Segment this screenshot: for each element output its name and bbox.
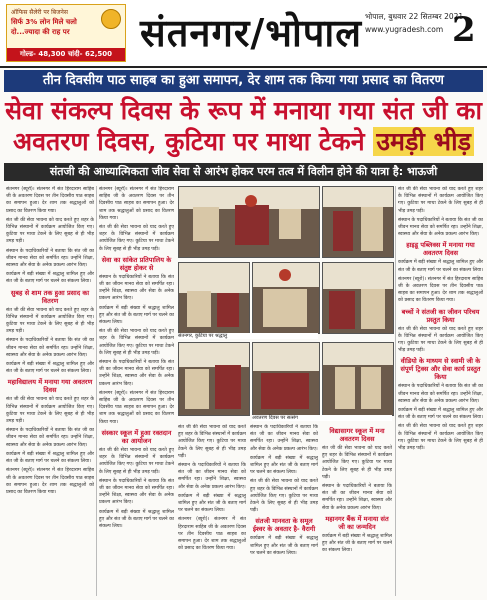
page-number: 2 xyxy=(452,10,476,50)
article-para: संस्थान के पदाधिकारियों ने बताया कि संत जी का जीवन मानव सेवा को समर्पित रहा। उन्होंने शिक्षा, स्वास्थ्य और सेवा के अनेक प्रकल्प आरंभ किए। xyxy=(6,248,94,269)
article-intro: संतनगर (ब्यूरो)। संतनगर में संत हिरदाराम साहिब जी के अवतरण दिवस पर तीन दिवसीय पाठ साहब का समापन हुआ। देर शाम तक श्रद्धालुओं को प्रसाद का वितरण किया गया। xyxy=(6,187,94,214)
masthead xyxy=(0,0,487,68)
article-column-4 xyxy=(250,424,318,596)
article-para: संस्थान के पदाधिकारियों ने बताया कि संत जी का जीवन मानव सेवा को समर्पित रहा। उन्होंने शिक्षा, स्वास्थ्य और सेवा के अनेक प्रकल्प आरंभ किए। xyxy=(6,428,94,448)
event-photo xyxy=(178,342,250,416)
article-para: संत जी की सेवा भावना को याद करते हुए शहर के विभिन्न संस्थानों में कार्यक्रम आयोजित किए गए। कुटिया पर माथा टेकने के लिए सुबह से ही भीड़ उमड़ पड़ी। xyxy=(250,479,318,514)
article-para: संत जी की सेवा भावना को याद करते हुए शहर के विभिन्न संस्थानों में कार्यक्रम आयोजित किए गए। कुटिया पर माथा टेकने के लिए सुबह से ही भीड़ उमड़ पड़ी। xyxy=(398,326,483,354)
photo-caption: संतनगर, कुटिया पर श्रद्धालु xyxy=(178,333,318,339)
article-para: संत जी की सेवा भावना को याद करते हुए शहर के विभिन्न संस्थानों में कार्यक्रम आयोजित किए गए। कुटिया पर माथा टेकने के लिए सुबह से ही भीड़ उमड़ पड़ी। xyxy=(6,307,94,335)
article-para: कार्यक्रम में बड़ी संख्या में श्रद्धालु शामिल हुए और संत जी के बताए मार्ग पर चलने का संकल्प लिया। xyxy=(398,260,483,273)
article-para: संस्थान के पदाधिकारियों ने बताया कि संत जी का जीवन मानव सेवा को समर्पित रहा। उन्होंने शिक्षा, स्वास्थ्य और सेवा के अनेक प्रकल्प आरंभ किए। xyxy=(99,478,174,506)
article-para: संस्थान के पदाधिकारियों ने बताया कि संत जी का जीवन मानव सेवा को समर्पित रहा। उन्होंने शिक्षा, स्वास्थ्य और सेवा के अनेक प्रकल्प आरंभ किए। xyxy=(322,484,392,511)
event-photo xyxy=(252,262,320,334)
article-para: कार्यक्रम में बड़ी संख्या में श्रद्धालु शामिल हुए और संत जी के बताए मार्ग पर चलने का संकल्प लिया। xyxy=(6,272,94,285)
event-photo xyxy=(322,262,394,334)
sub-headline: संतजी की आध्यात्मिकता जीव सेवा से आरंभ होकर परम तत्व में विलीन होने की यात्रा है: भाऊजी xyxy=(4,163,483,181)
article-para: संतनगर (ब्यूरो)। संतनगर में संत हिरदाराम साहिब जी के अवतरण दिवस पर तीन दिवसीय पाठ साहब का समापन हुआ। देर शाम तक श्रद्धालुओं को प्रसाद का वितरण किया गया। xyxy=(6,468,94,495)
article-para: संस्थान के पदाधिकारियों ने बताया कि संत जी का जीवन मानव सेवा को समर्पित रहा। उन्होंने शिक्षा, स्वास्थ्य और सेवा के अनेक प्रकल्प आरंभ किए। xyxy=(178,463,246,490)
advertisement[interactable] xyxy=(6,4,126,62)
article-para: संस्थान के पदाधिकारियों ने बताया कि संत जी का जीवन मानव सेवा को समर्पित रहा। उन्होंने शिक्षा, स्वास्थ्य और सेवा के अनेक प्रकल्प आरंभ किए। xyxy=(99,274,174,302)
article-para: संतनगर (ब्यूरो)। संतनगर में संत हिरदाराम साहिब जी के अवतरण दिवस पर तीन दिवसीय पाठ साहब का समापन हुआ। देर शाम तक श्रद्धालुओं को प्रसाद का वितरण किया गया। xyxy=(398,276,483,304)
section-heading: वीडियो के माध्यम से स्वामी जी के संपूर्ण ट्रिक्स और सेवा कार्य प्रस्तुत किया xyxy=(400,357,481,382)
main-headline-line-1: सेवा संकल्प दिवस के रूप में मनाया गया संत जी का xyxy=(5,96,482,125)
article-para: कार्यक्रम में बड़ी संख्या में श्रद्धालु शामिल हुए और संत जी के बताए मार्ग पर चलने का संकल्प लिया। xyxy=(398,408,483,421)
article-para: कार्यक्रम में बड़ी संख्या में श्रद्धालु शामिल हुए और संत जी के बताए मार्ग पर चलने का संकल्प लिया। xyxy=(99,305,174,326)
event-photo xyxy=(178,262,250,334)
column-divider xyxy=(96,186,97,596)
article-para: संस्थान के पदाधिकारियों ने बताया कि संत जी का जीवन मानव सेवा को समर्पित रहा। उन्होंने शिक्षा, स्वास्थ्य और सेवा के अनेक प्रकल्प आरंभ किए। xyxy=(99,360,174,387)
main-headline-highlight: उमड़ी भीड़ xyxy=(373,127,474,156)
top-headline: तीन दिवसीय पाठ साहब का हुआ समापन, देर शाम तक किया गया प्रसाद का वितरण xyxy=(4,70,483,92)
article-para: कार्यक्रम में बड़ी संख्या में श्रद्धालु शामिल हुए और संत जी के बताए मार्ग पर चलने का संकल्प लिया। xyxy=(322,533,392,554)
article-para: संत जी की सेवा भावना को याद करते हुए शहर के विभिन्न संस्थानों में कार्यक्रम आयोजित किए गए। कुटिया पर माथा टेकने के लिए सुबह से ही भीड़ उमड़ पड़ी। xyxy=(99,329,174,356)
ad-line-1: ऑफिस सैलेरी पर बिजनेस xyxy=(11,9,68,16)
section-heading: संतजी मानवता के समूल ईश्वर के अवतार है- वैरागी xyxy=(252,517,316,534)
article-column-5 xyxy=(322,424,392,596)
column-divider xyxy=(395,186,396,596)
section-heading: संस्कार स्कूल में हुआ रक्तदान का आयोजन xyxy=(101,428,172,445)
article-para: कार्यक्रम में बड़ी संख्या में श्रद्धालु शामिल हुए और संत जी के बताए मार्ग पर चलने का संकल्प लिया। xyxy=(178,493,246,514)
coin-icon xyxy=(101,9,121,29)
ad-line-2: सिर्फ 3% लोन मिले चलो xyxy=(11,18,77,26)
section-heading: महाविद्यालय में मनाया गया अवतरण दिवस xyxy=(7,378,93,395)
section-heading: विद्यासागर स्कूल में मना अवतरण दिवस xyxy=(329,427,385,443)
article-para: संत जी की सेवा भावना को याद करते हुए शहर के विभिन्न संस्थानों में कार्यक्रम आयोजित किए गए। कुटिया पर माथा टेकने के लिए सुबह से ही भीड़ उमड़ पड़ी। xyxy=(6,397,94,425)
issue-date: भोपाल, बुधवार 22 सितम्बर 2021 xyxy=(365,12,464,21)
article-para: संत जी की सेवा भावना को याद करते हुए शहर के विभिन्न संस्थानों में कार्यक्रम आयोजित किए गए। कुटिया पर माथा टेकने के लिए सुबह से ही भीड़ उमड़ पड़ी। xyxy=(99,447,174,475)
main-headline-line-2 xyxy=(4,128,483,156)
event-photo xyxy=(322,342,394,416)
article-para: संस्थान के पदाधिकारियों ने बताया कि संत जी का जीवन मानव सेवा को समर्पित रहा। उन्होंने शिक्षा, स्वास्थ्य और सेवा के अनेक प्रकल्प आरंभ किए। xyxy=(398,217,483,238)
article-para: संस्थान के पदाधिकारियों ने बताया कि संत जी का जीवन मानव सेवा को समर्पित रहा। उन्होंने शिक्षा, स्वास्थ्य और सेवा के अनेक प्रकल्प आरंभ किए। xyxy=(6,338,94,358)
event-photo xyxy=(178,186,320,258)
event-photo xyxy=(252,342,320,416)
article-para: संत जी की सेवा भावना को याद करते हुए शहर के विभिन्न संस्थानों में कार्यक्रम आयोजित किए गए। कुटिया पर माथा टेकने के लिए सुबह से ही भीड़ उमड़ पड़ी। xyxy=(398,187,483,214)
article-para: संस्थान के पदाधिकारियों ने बताया कि संत जी का जीवन मानव सेवा को समर्पित रहा। उन्होंने शिक्षा, स्वास्थ्य और सेवा के अनेक प्रकल्प आरंभ किए। xyxy=(398,384,483,404)
article-para: कार्यक्रम में बड़ी संख्या में श्रद्धालु शामिल हुए और संत जी के बताए मार्ग पर चलने का संकल्प लिया। xyxy=(6,362,94,375)
article-column-6 xyxy=(398,186,483,596)
article-para: कार्यक्रम में बड़ी संख्या में श्रद्धालु शामिल हुए और संत जी के बताए मार्ग पर चलने का संकल्प लिया। xyxy=(250,536,318,556)
section-heading: हाइडू पब्लिक्स में मनाया गया अवतरण दिवस xyxy=(406,241,475,258)
article-para: संत जी की सेवा भावना को याद करते हुए शहर के विभिन्न संस्थानों में कार्यक्रम आयोजित किए गए। कुटिया पर माथा टेकने के लिए सुबह से ही भीड़ उमड़ पड़ी। xyxy=(322,446,392,480)
article-para: संत जी की सेवा भावना को याद करते हुए शहर के विभिन्न संस्थानों में कार्यक्रम आयोजित किए गए। कुटिया पर माथा टेकने के लिए सुबह से ही भीड़ उमड़ पड़ी। xyxy=(6,217,94,245)
article-para: कार्यक्रम में बड़ी संख्या में श्रद्धालु शामिल हुए और संत जी के बताए मार्ग पर चलने का संकल्प लिया। xyxy=(6,451,94,465)
ad-line-3: दो...ज्यादा की राह पर xyxy=(11,28,70,36)
section-heading: सेवा का सांकेत प्रतिपालिय के संतुष्ट होकर से xyxy=(101,255,172,272)
article-para: संस्थान के पदाधिकारियों ने बताया कि संत जी का जीवन मानव सेवा को समर्पित रहा। उन्होंने शिक्षा, स्वास्थ्य और सेवा के अनेक प्रकल्प आरंभ किए। xyxy=(250,425,318,452)
article-para: संत जी की सेवा भावना को याद करते हुए शहर के विभिन्न संस्थानों में कार्यक्रम आयोजित किए गए। कुटिया पर माथा टेकने के लिए सुबह से ही भीड़ उमड़ पड़ी। xyxy=(398,424,483,452)
newspaper-title: संतनगर/भोपाल xyxy=(140,10,362,55)
article-column-1 xyxy=(6,186,94,596)
article-para: कार्यक्रम में बड़ी संख्या में श्रद्धालु शामिल हुए और संत जी के बताए मार्ग पर चलने का संकल्प लिया। xyxy=(250,455,318,476)
section-heading: सुबह से शाम तक हुआ प्रसाद का वितरण xyxy=(10,288,90,305)
article-column-3 xyxy=(178,424,246,596)
ad-price-bar: गोल्ड- 48,300 चांदी- 62,500 xyxy=(7,48,125,61)
article-para: कार्यक्रम में बड़ी संख्या में श्रद्धालु शामिल हुए और संत जी के बताए मार्ग पर चलने का संकल्प लिया। xyxy=(99,509,174,529)
photo-caption: अवतरण दिवस पर सत्संग xyxy=(252,415,392,421)
article-para: संतनगर (ब्यूरो)। संतनगर में संत हिरदाराम साहिब जी के अवतरण दिवस पर तीन दिवसीय पाठ साहब का समापन हुआ। देर शाम तक श्रद्धालुओं को प्रसाद का वितरण किया गया। xyxy=(178,517,246,552)
article-para: संत जी की सेवा भावना को याद करते हुए शहर के विभिन्न संस्थानों में कार्यक्रम आयोजित किए गए। कुटिया पर माथा टेकने के लिए सुबह से ही भीड़ उमड़ पड़ी। xyxy=(178,425,246,459)
article-para: संतनगर (ब्यूरो)। संतनगर में संत हिरदाराम साहिब जी के अवतरण दिवस पर तीन दिवसीय पाठ साहब का समापन हुआ। देर शाम तक श्रद्धालुओं को प्रसाद का वितरण किया गया। xyxy=(99,390,174,425)
article-para: संतनगर (ब्यूरो)। संतनगर में संत हिरदाराम साहिब जी के अवतरण दिवस पर तीन दिवसीय पाठ साहब का समापन हुआ। देर शाम तक श्रद्धालुओं को प्रसाद का वितरण किया गया। xyxy=(99,187,174,221)
website-link[interactable]: www.yugradesh.com xyxy=(365,25,444,34)
section-heading: महानगर बैंक में मनाया संत जी का जन्मदिन xyxy=(325,514,389,531)
main-headline-text: अवतरण दिवस, कुटिया पर माथा टेकने xyxy=(13,127,374,156)
masthead-meta xyxy=(365,10,463,36)
article-para: संत जी की सेवा भावना को याद करते हुए शहर के विभिन्न संस्थानों में कार्यक्रम आयोजित किए गए। कुटिया पर माथा टेकने के लिए सुबह से ही भीड़ उमड़ पड़ी। xyxy=(99,225,174,252)
event-photo xyxy=(322,186,394,258)
section-heading: बच्चों ने संतजी का जीवन परिचय प्रस्तुत किया xyxy=(401,307,480,324)
article-column-2 xyxy=(99,186,174,596)
